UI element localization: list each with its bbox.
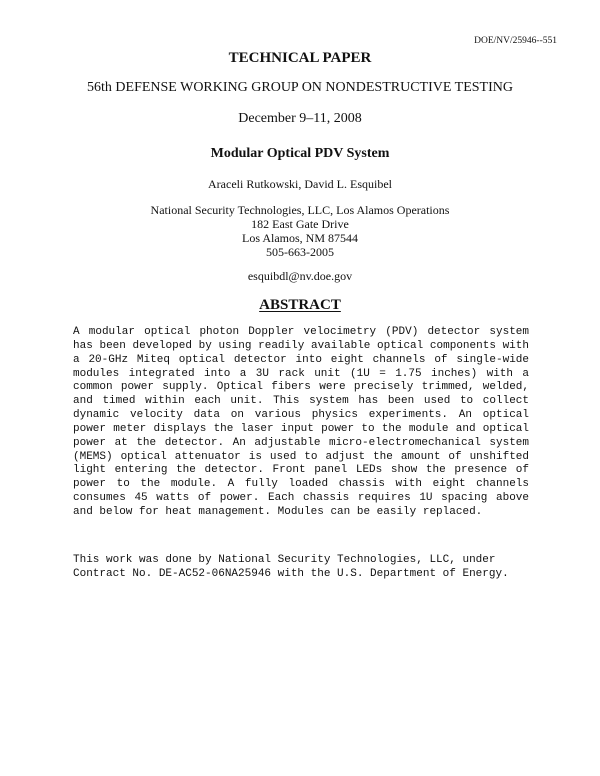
contract-note: This work was done by National Security Technologies, LLC, under Contract No. DE-AC52-06NA25946 with the U.S. Department of Energy.: [73, 554, 509, 580]
abstract-heading: ABSTRACT: [259, 297, 341, 313]
affiliation-street: 182 East Gate Drive: [251, 217, 349, 231]
conference-name: 56th DEFENSE WORKING GROUP ON NONDESTRUCTIVE TESTING: [87, 80, 513, 95]
affiliation-city: Los Alamos, NM 87544: [241, 231, 358, 245]
author-email: esquibdl@nv.doe.gov: [247, 269, 353, 283]
affiliation-organization: National Security Technologies, LLC, Los Alamos Operations: [150, 203, 450, 217]
document-number: DOE/NV/25946--551: [474, 36, 557, 46]
affiliation-phone: 505-663-2005: [266, 245, 334, 259]
paper-type-heading: TECHNICAL PAPER: [228, 50, 372, 66]
authors: Araceli Rutkowski, David L. Esquibel: [208, 177, 392, 191]
abstract-body: A modular optical photon Doppler velocimetry (PDV) detector system has been developed by using readily available optical components with a 20-GHz Miteq optical detector into eight channels of single-wide modules integrated into a 3U rack unit (1U = 1.75 inches) with a common power supply. Optical fibers were precisely trimmed, welded, and timed within each unit. This system has been used to collect dynamic velocity data on various physics experiments. An optical power meter displays the laser input power to the module and optical power at the detector. An adjustable micro-electromechanical system (MEMS) optical attenuator is used to adjust the amount of unshifted light entering the detector. Front panel LEDs show the presence of power to the module. A fully loaded chassis with eight channels consumes 45 watts of power. Each chassis requires 1U spacing above and below for heat management. Modules can be easily replaced.: [73, 326, 529, 518]
conference-dates: December 9–11, 2008: [238, 111, 362, 126]
paper-title: Modular Optical PDV System: [210, 146, 390, 161]
